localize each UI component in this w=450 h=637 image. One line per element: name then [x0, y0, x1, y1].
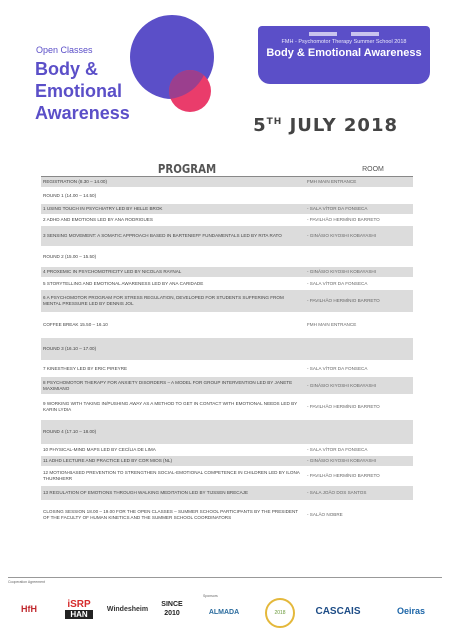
room-cell: - SALA VÍTOR DA FONSECA: [307, 280, 368, 286]
program-table: [41, 160, 413, 530]
cooperation-caption: Cooperation Agreement: [8, 580, 45, 584]
program-cell: 1 USING TOUCH IN PSYCHIATRY LED BY HELLE BROK: [43, 206, 163, 211]
banner-title: Body & Emotional Awareness: [266, 47, 422, 59]
program-cell: COFFEE BREAK 15.50 – 16.10: [43, 322, 108, 327]
room-cell: - SALÃO NOBRE: [307, 512, 343, 517]
room-column-header: ROOM: [362, 166, 384, 173]
program-cell: 3 SENSING MOVEMENT: A SOMATIC APPROACH BASED IN BARTENIEFF FUNDAMENTALS LED BY RITA RATO: [43, 233, 282, 238]
room-cell: - GINÁSIO KIYOSHI KOBAYASHI: [307, 458, 377, 463]
program-cell: 11 ADHD LECTURE AND PRACTICE LED BY COR MIOS (NL): [43, 458, 172, 463]
program-cell: 12 MOTION-BASED PREVENTION TO STRENGTHEN SOCIAL-EMOTIONAL COMPETENCE IN CHILDREN LED BY ILONA THURNHERR: [43, 470, 300, 481]
table-row: [41, 312, 413, 338]
table-row: [41, 214, 413, 226]
oeiras-logo: Oeiras: [396, 606, 426, 616]
program-cell: 2 ADHD AND EMOTIONS LED BY ANA RODRIGUES: [43, 217, 153, 222]
program-cell: 4 PROXEMIC IN PSYCHOMOTRICITY LED BY NICOLAS RAYNAL: [43, 269, 182, 274]
since-2010-logo: SINCE 2010: [161, 601, 183, 617]
room-cell: - PAVILHÃO HERMÍNIO BARRETO: [307, 404, 380, 409]
program-cell: REGISTRATION (8.30 – 14.00): [43, 179, 107, 184]
table-row: [41, 277, 413, 290]
banner-logos: [258, 26, 430, 38]
table-row: [41, 226, 413, 246]
program-cell: CLOSING SESSION 18.00 – 19.00 FOR THE OPEN CLASSES – SUMMER SCHOOL PARTICIPANTS BY THE PRESIDENT OF THE FACULTY OF HUMAN KINETICS AND THE SUMMER SCHOOL COORDINATORS: [43, 509, 299, 520]
program-cell: ROUND 4 (17.10 – 18.00): [43, 429, 97, 434]
room-cell: - GINÁSIO KIYOSHI KOBAYASHI: [307, 382, 377, 388]
program-cell: 6 A PSYCHOMOTOR PROGRAM FOR STRESS REGULATION, DEVELOPED FOR STUDENTS SUFFERING FROM MENTAL PRESSURE LED BY DENNIS JOL: [43, 295, 284, 306]
page-title: Body & Emotional Awareness: [35, 59, 130, 123]
table-row: [41, 187, 413, 204]
room-cell: - SALA VÍTOR DA FONSECA: [307, 447, 368, 452]
event-banner: [258, 26, 430, 84]
program-column-header: PROGRAM: [157, 162, 217, 176]
hfh-logo: HfH: [21, 604, 37, 614]
room-cell: - GINÁSIO KIYOSHI KOBAYASHI: [307, 233, 377, 238]
isrp-han-logo: [62, 592, 96, 626]
program-cell: 10 PHYSICAL-MIND MAPS LED BY CECÍLIA DE LIMA: [43, 447, 156, 452]
open-classes-label: Open Classes: [36, 45, 93, 55]
program-cell: 13 REGULATION OF EMOTIONS THROUGH WALKING MEDITATION LED BY TIJSSEN BRECAJE: [43, 490, 249, 495]
table-row: [41, 360, 413, 377]
han-logo-text: HAN: [65, 610, 93, 619]
room-cell: - SALA JOÃO DOS SANTOS: [307, 490, 367, 495]
program-cell: 8 PSYCHOMOTOR THERAPY FOR ANXIETY DISORDERS – A MODEL FOR GROUP INTERVENTION LED BY JANETE MAXIMIANO: [43, 379, 293, 391]
room-cell: - PAVILHÃO HERMÍNIO BARRETO: [307, 298, 380, 303]
table-header: [41, 160, 413, 177]
program-cell: 7 KINESTHESY LED BY ERIC PIREYRE: [43, 365, 128, 371]
seal-logo: 2018: [265, 598, 295, 628]
fmh-logo: [351, 32, 379, 36]
room-cell: - SALA VÍTOR DA FONSECA: [307, 365, 368, 371]
table-row: [41, 204, 413, 214]
cascais-logo: CASCAIS: [315, 605, 361, 617]
table-row: [41, 486, 413, 500]
table-row: [41, 444, 413, 456]
program-cell: ROUND 2 (15.00 – 15.50): [43, 253, 97, 259]
program-cell: ROUND 3 (16.10 – 17.00): [43, 346, 97, 351]
date-suffix: TH: [266, 117, 283, 127]
date-day: 5: [253, 115, 267, 136]
table-row: [41, 394, 413, 420]
date-month-year: JULY 2018: [289, 115, 398, 136]
table-row: [41, 377, 413, 394]
lisboa-logo: [309, 32, 337, 36]
room-cell: FMH MAIN ENTRANCE: [307, 179, 357, 184]
isrp-logo-text: iSRP: [67, 599, 91, 610]
program-cell: ROUND 1 (14.00 – 14.50): [43, 192, 97, 198]
room-cell: - GINÁSIO KIYOSHI KOBAYASHI: [307, 269, 377, 274]
table-body: [41, 177, 413, 530]
program-cell: 9 WORKING WITH TAKING IN/PUSHING AWAY AS A METHOD TO GET IN CONTACT WITH EMOTIONAL NEEDS LED BY KARIN LYDIA: [43, 401, 298, 412]
table-row: [41, 338, 413, 360]
room-cell: FMH MAIN ENTRANCE: [307, 322, 357, 327]
program-cell: 5 STORYTELLING AND EMOTIONAL AWARENESS LED BY ANA CARIDADE: [43, 280, 204, 286]
table-row: [41, 500, 413, 530]
room-cell: - PAVILHÃO HERMÍNIO BARRETO: [307, 473, 380, 478]
windesheim-logo: Windesheim: [106, 605, 149, 613]
table-row: [41, 246, 413, 267]
room-cell: - PAVILHÃO HERMÍNIO BARRETO: [307, 217, 380, 222]
table-row: [41, 466, 413, 486]
almada-logo: ALMADA: [208, 608, 240, 616]
event-date: [0, 115, 398, 136]
room-cell: - SALA VÍTOR DA FONSECA: [307, 206, 368, 211]
table-row: [41, 267, 413, 277]
sponsors-caption: Sponsors: [203, 594, 218, 598]
table-row: [41, 177, 413, 187]
table-row: [41, 456, 413, 466]
table-row: [41, 290, 413, 312]
table-row: [41, 420, 413, 444]
footer-divider: [8, 577, 442, 578]
banner-subtitle: FMH - Psychomotor Therapy Summer School 2018: [281, 39, 407, 45]
